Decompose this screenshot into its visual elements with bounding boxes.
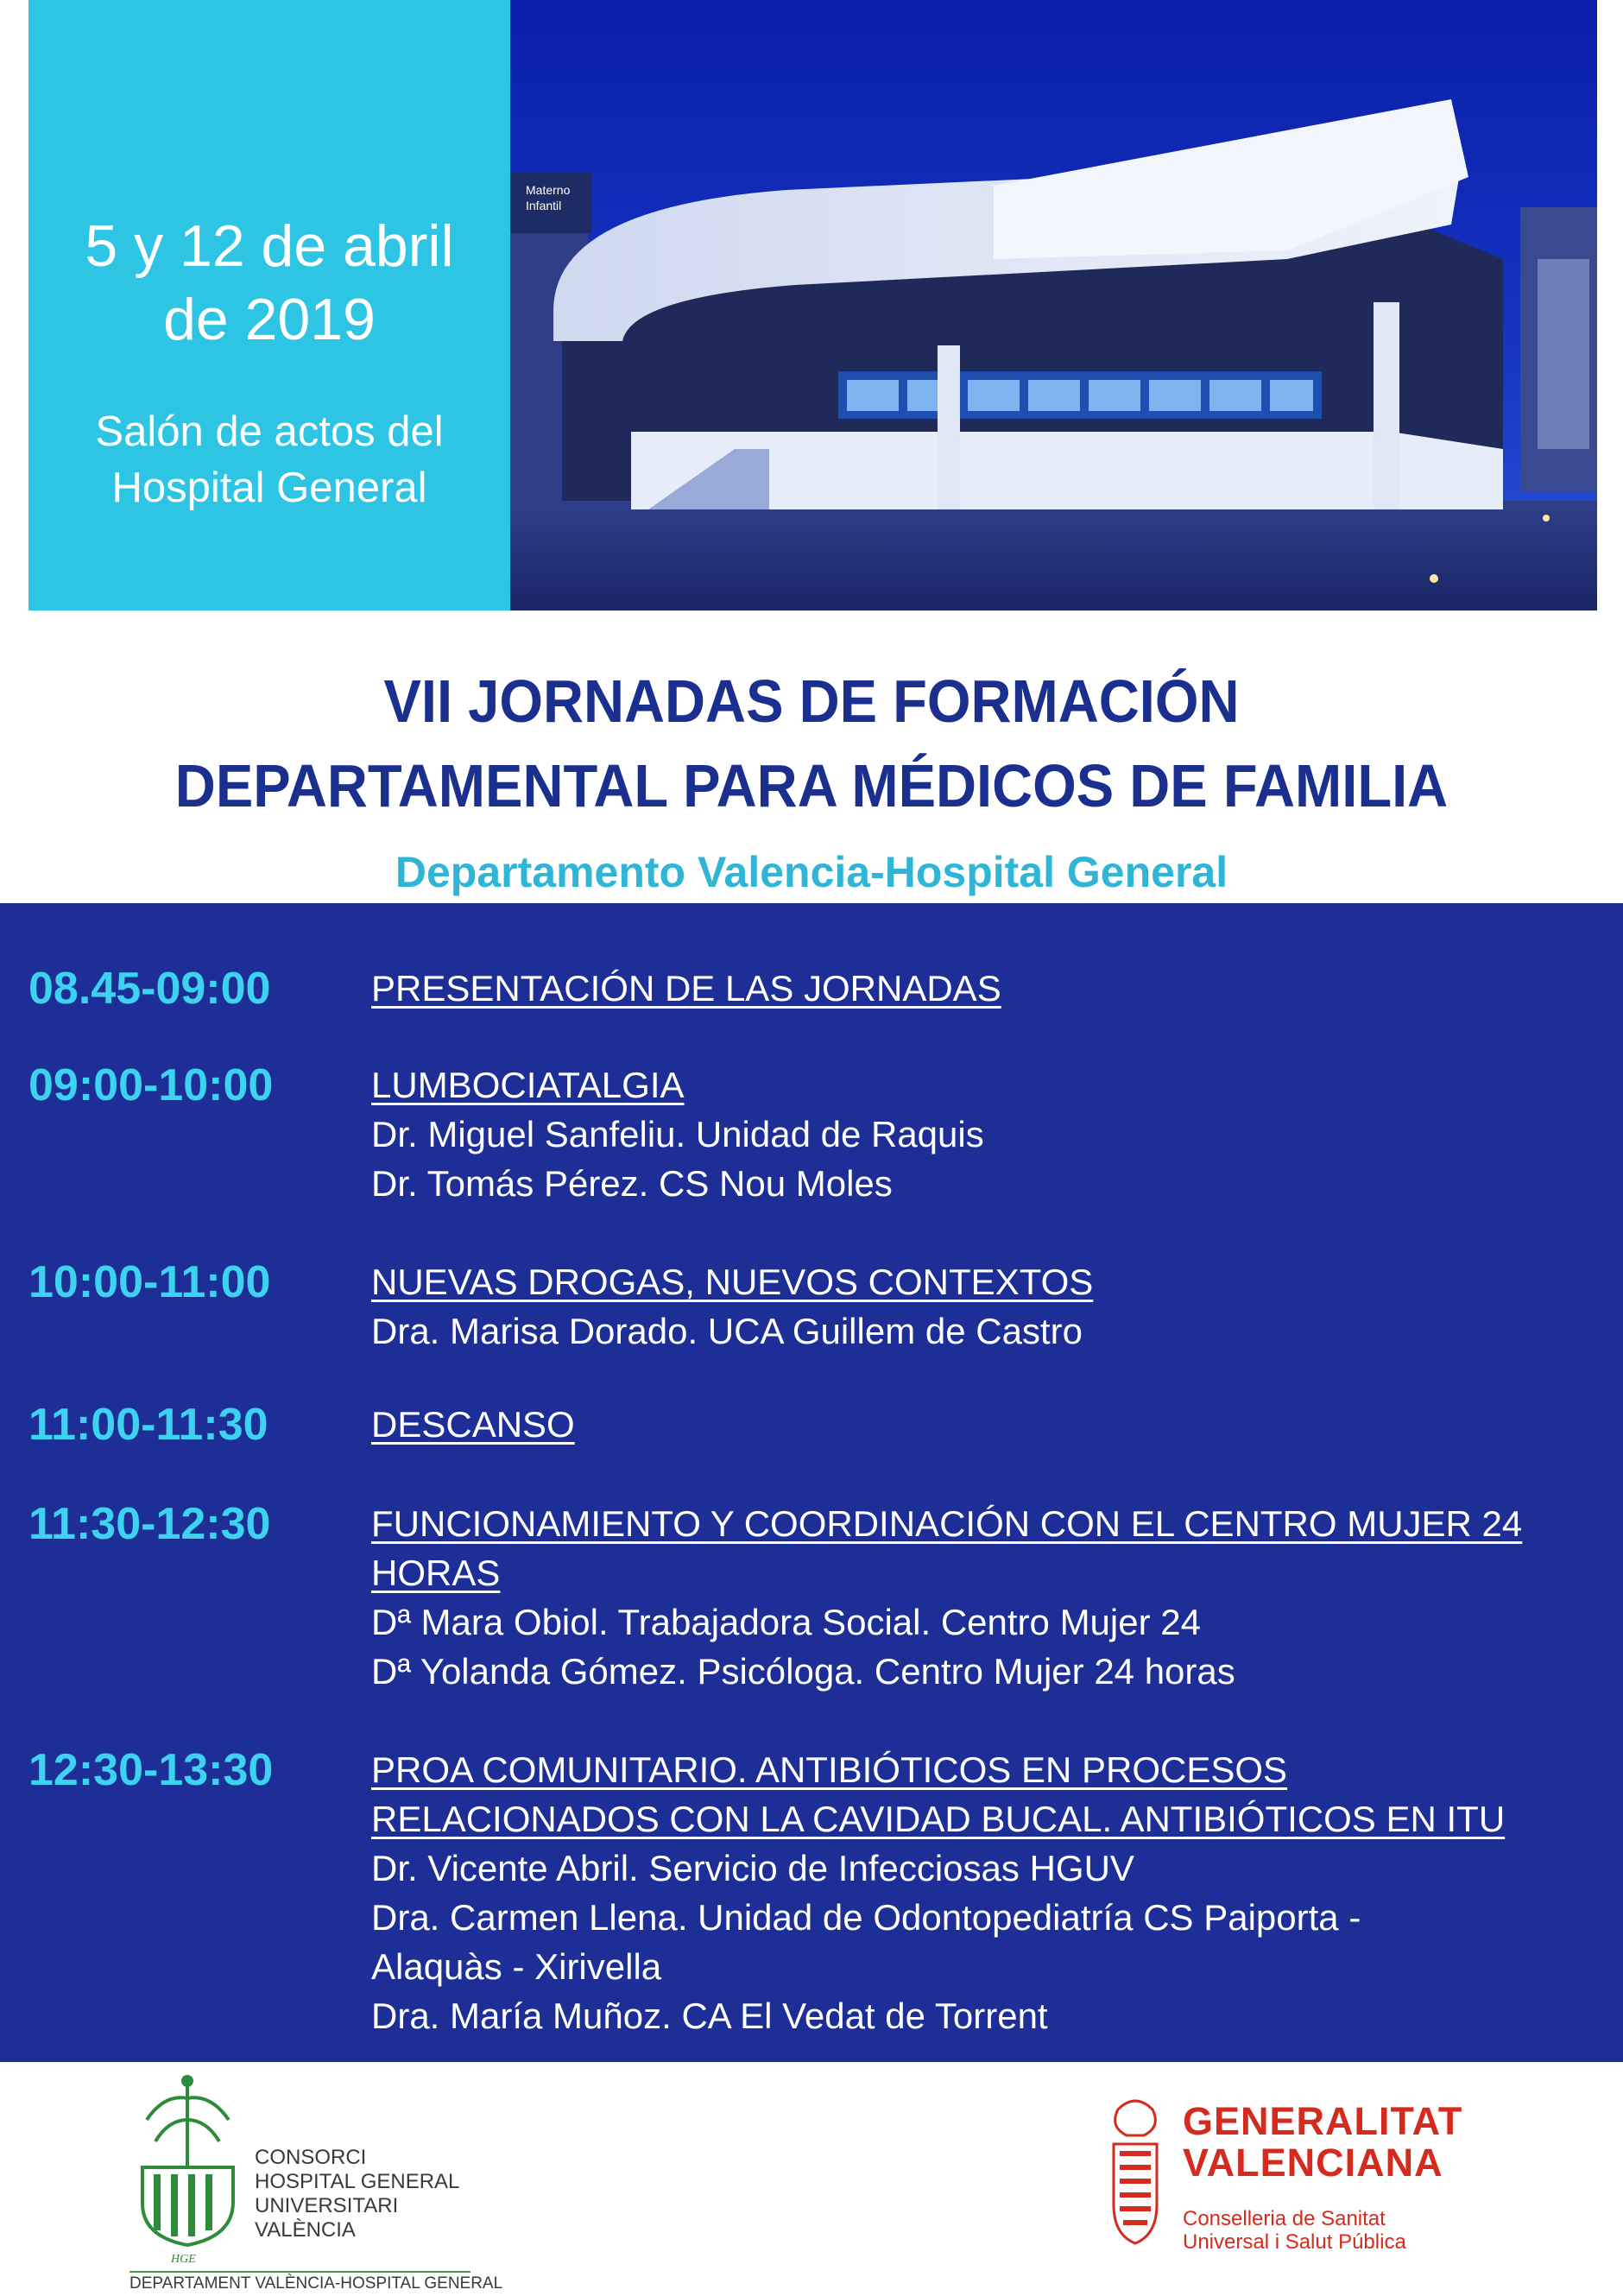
consorci-logo — [129, 2072, 503, 2293]
session-content — [371, 1257, 1597, 1356]
consorci-line: CONSORCI — [255, 2146, 367, 2169]
session-speaker: Dª Mara Obiol. Trabajadora Social. Centro Mujer 24 — [371, 1602, 1201, 1642]
session-speaker: Dr. Miguel Sanfeliu. Unidad de Raquis — [371, 1114, 984, 1154]
program-schedule — [0, 903, 1623, 2062]
generalitat-name-line: GENERALITAT — [1183, 2099, 1463, 2143]
consorci-line: VALÈNCIA — [255, 2218, 356, 2242]
session-topic: LUMBOCIATALGIA — [371, 1065, 685, 1105]
conselleria-name — [1183, 2207, 1406, 2254]
session-time: 12:30-13:30 — [28, 1745, 274, 1795]
header — [0, 0, 1623, 610]
building-sign-line2: Infantil — [526, 199, 562, 212]
footer — [0, 2062, 1623, 2296]
session-speaker: Dra. María Muñoz. CA El Vedat de Torrent — [371, 1996, 1048, 2036]
event-subtitle: Departamento Valencia-Hospital General — [395, 848, 1228, 896]
session-topic: FUNCIONAMIENTO Y COORDINACIÓN CON EL CENTRO MUJER 24 — [371, 1503, 1523, 1544]
venue-line1: Salón de actos del — [95, 408, 444, 455]
session-speaker: Dr. Vicente Abril. Servicio de Infecciosas HGUV — [371, 1848, 1134, 1888]
event-date-line1: 5 y 12 de abril — [85, 213, 454, 279]
generalitat-logo — [1101, 2088, 1463, 2278]
venue-line2: Hospital General — [111, 465, 427, 511]
session-speaker: Dra. Marisa Dorado. UCA Guillem de Castro — [371, 1311, 1083, 1351]
event-info-box — [28, 0, 510, 610]
session-time: 10:00-11:00 — [28, 1257, 271, 1307]
session-content — [371, 1060, 1597, 1208]
session-topic: PROA COMUNITARIO. ANTIBIÓTICOS EN PROCESOS — [371, 1749, 1288, 1790]
generalitat-name — [1183, 2101, 1462, 2184]
consorci-line: HOSPITAL GENERAL — [255, 2170, 460, 2193]
session-topic: RELACIONADOS CON LA CAVIDAD BUCAL. ANTIBIÓTICOS EN ITU — [371, 1799, 1506, 1839]
session-topic: PRESENTACIÓN DE LAS JORNADAS — [371, 968, 1001, 1009]
session-topic: HORAS — [371, 1553, 501, 1593]
event-title-line2: DEPARTAMENTAL PARA MÉDICOS DE FAMILIA — [174, 752, 1449, 819]
session-time: 08.45-09:00 — [28, 964, 271, 1014]
session-content — [371, 1499, 1597, 1696]
building-sign-line1: Materno — [526, 183, 571, 197]
session-speaker: Dª Yolanda Gómez. Psicóloga. Centro Mujer 24 horas — [371, 1651, 1235, 1692]
hospital-tree-emblem-icon — [129, 2072, 246, 2267]
emblem-initials: HGE — [171, 2253, 196, 2266]
session-content — [371, 964, 1597, 1013]
session-speaker: Dra. Carmen Llena. Unidad de Odontopediatría CS Paiporta - — [371, 1897, 1361, 1938]
session-topic: NUEVAS DROGAS, NUEVOS CONTEXTOS — [371, 1262, 1094, 1302]
hospital-building-photo — [510, 0, 1597, 610]
event-title-line1: VII JORNADAS DE FORMACIÓN — [383, 667, 1240, 735]
conselleria-line: Conselleria de Sanitat — [1183, 2207, 1386, 2230]
consorci-name — [255, 2146, 459, 2242]
session-time: 11:30-12:30 — [28, 1499, 271, 1549]
generalitat-crest-icon — [1101, 2092, 1170, 2248]
consorci-line: UNIVERSITARI — [255, 2194, 399, 2217]
session-time: 11:00-11:30 — [28, 1400, 268, 1450]
session-topic: DESCANSO — [371, 1404, 575, 1445]
conselleria-line: Universal i Salut Pública — [1183, 2230, 1406, 2254]
event-date-line2: de 2019 — [163, 287, 376, 352]
generalitat-name-line: VALENCIANA — [1183, 2141, 1443, 2185]
department-strip: DEPARTAMENT VALÈNCIA-HOSPITAL GENERAL — [129, 2271, 470, 2293]
session-content — [371, 1745, 1597, 2040]
session-speaker: Dr. Tomás Pérez. CS Nou Moles — [371, 1163, 893, 1204]
session-speaker: Alaquàs - Xirivella — [371, 1946, 662, 1987]
session-content — [371, 1400, 1597, 1449]
session-time: 09:00-10:00 — [28, 1060, 274, 1110]
